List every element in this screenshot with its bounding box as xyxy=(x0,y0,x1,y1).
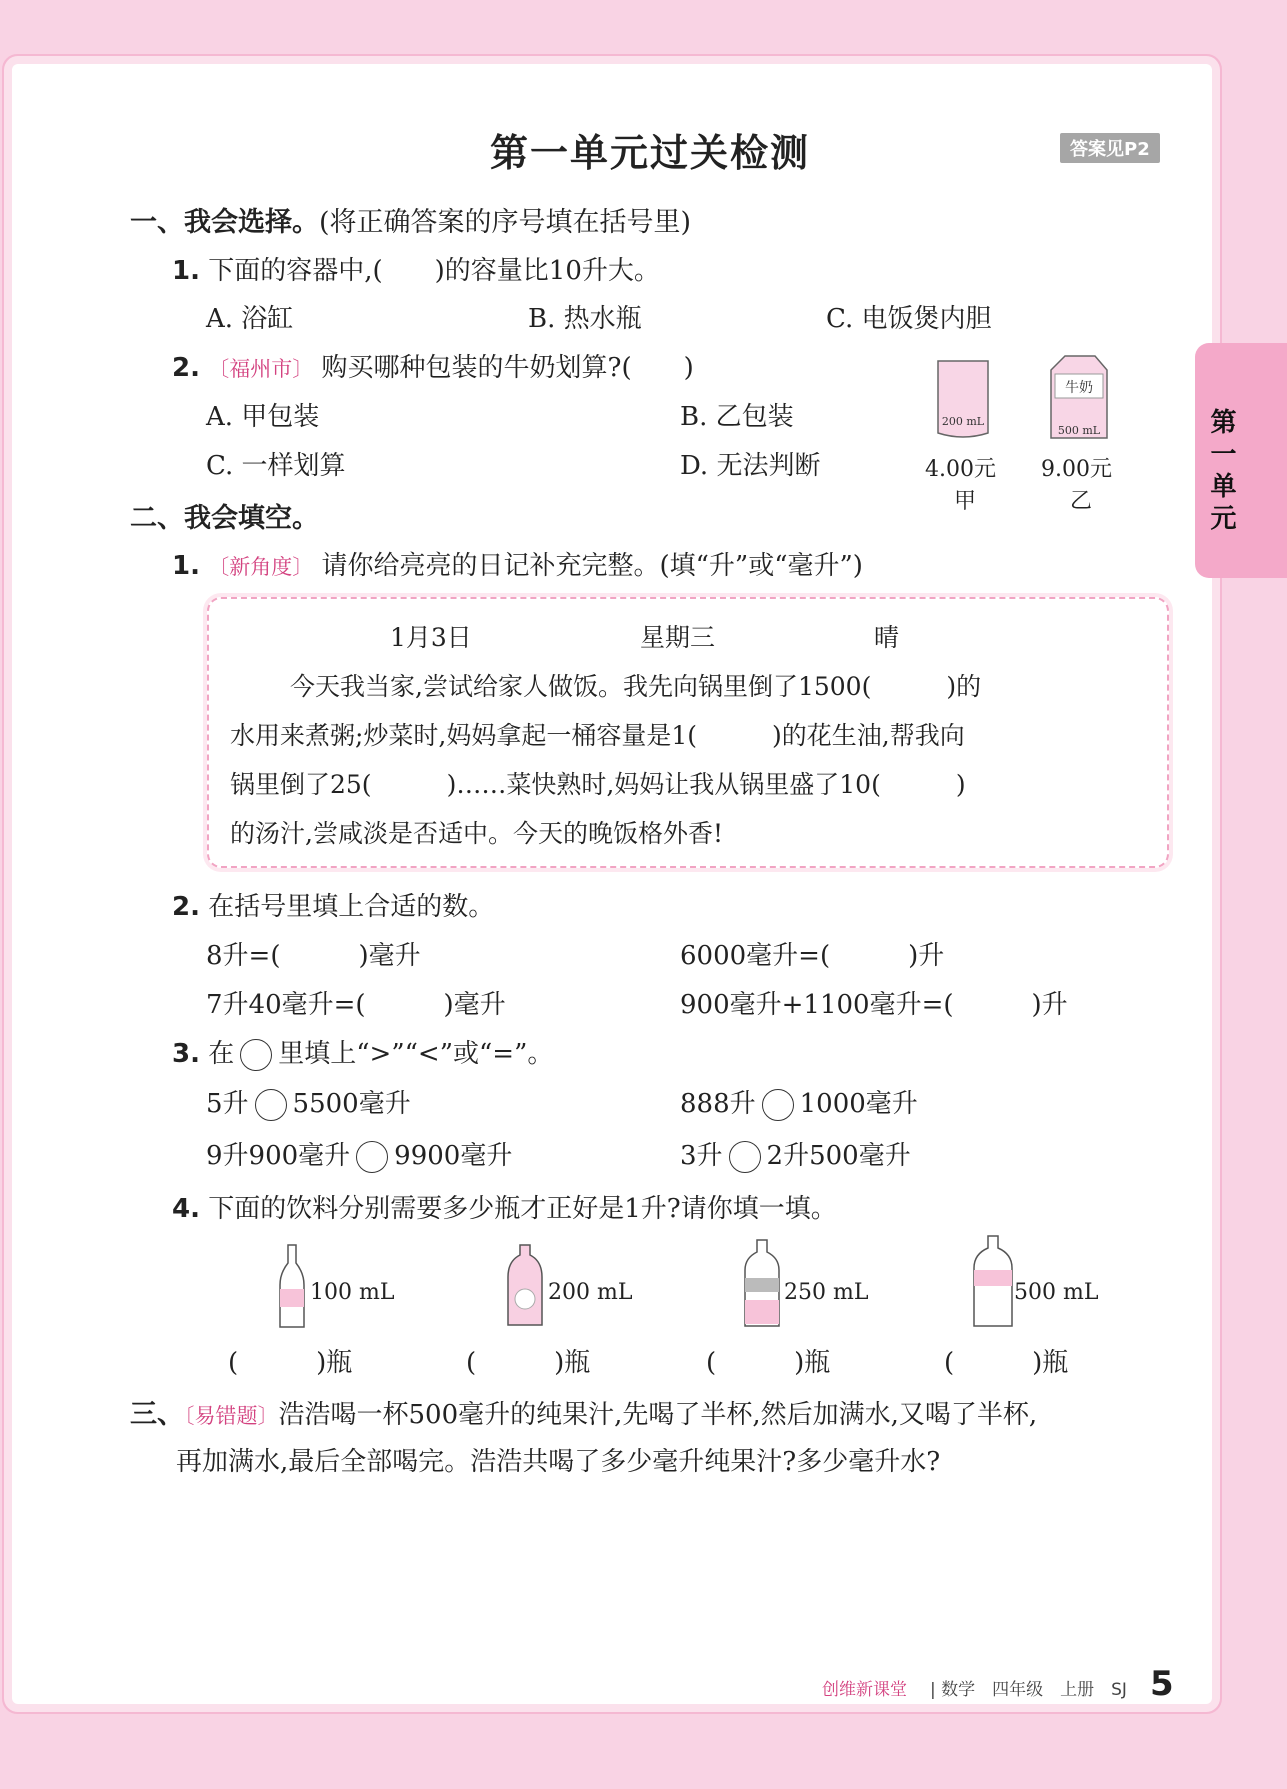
product-yi-price: 9.00元 xyxy=(1041,457,1112,482)
large-water-bottle-icon xyxy=(972,1234,1014,1330)
glass-bottle-icon xyxy=(276,1243,308,1331)
bottle-volume: 500 mL xyxy=(1014,1280,1099,1305)
question-number: 4. xyxy=(172,1194,200,1224)
section3-text: 浩浩喝一杯500毫升的纯果汁,先喝了半杯,然后加满水,又喝了半杯, xyxy=(278,1400,1038,1430)
milk-bag-jia-icon xyxy=(932,357,994,443)
section2-heading: 二、我会填空。 xyxy=(130,503,319,534)
question-number: 3. xyxy=(172,1039,200,1069)
bottle-volume: 250 mL xyxy=(784,1280,869,1305)
compare-right: 2升500毫升 xyxy=(766,1141,911,1171)
question-number: 1. xyxy=(172,256,200,286)
page-number: 5 xyxy=(1150,1664,1174,1704)
section3-line1 xyxy=(130,1392,1037,1431)
compare-left: 9升900毫升 xyxy=(206,1141,351,1171)
conversion-item: 6000毫升=( )升 xyxy=(680,941,945,971)
question-text: 在括号里填上合适的数。 xyxy=(208,892,495,922)
bottle-answer-blank[interactable]: ( )瓶 xyxy=(944,1348,1069,1378)
bottle-answer-blank[interactable]: ( )瓶 xyxy=(466,1348,591,1378)
milk-carton-yi-icon xyxy=(1043,352,1115,444)
question-number: 2. xyxy=(172,353,200,383)
question-text: 下面的饮料分别需要多少瓶才正好是1升?请你填一填。 xyxy=(208,1194,837,1224)
section1-heading-note: (将正确答案的序号填在括号里) xyxy=(319,207,692,238)
compare-right: 5500毫升 xyxy=(292,1089,411,1119)
water-bottle-icon xyxy=(742,1238,782,1330)
option-a: A. 浴缸 xyxy=(206,304,294,334)
milk-carton-label: 牛奶 xyxy=(1065,380,1093,396)
diary-line-4: 的汤汁,尝咸淡是否适中。今天的晚饭格外香! xyxy=(230,819,723,848)
conversion-item: 8升=( )毫升 xyxy=(206,941,421,971)
diary-date: 1月3日 xyxy=(390,623,472,652)
section2-q2 xyxy=(172,886,494,923)
bottle-answer-blank[interactable]: ( )瓶 xyxy=(228,1348,353,1378)
compare-item xyxy=(680,1083,918,1121)
compare-circle-icon xyxy=(240,1039,272,1071)
option-c: C. 电饭煲内胆 xyxy=(826,304,992,334)
milk-carton-volume: 500 mL xyxy=(1057,424,1101,437)
compare-circle-icon xyxy=(255,1089,287,1121)
diary-line-2: 水用来煮粥;炒菜时,妈妈拿起一桶容量是1( )的花生油,帮我向 xyxy=(230,721,965,750)
section1-heading-text: 一、我会选择。 xyxy=(130,207,319,238)
section2-q3 xyxy=(172,1033,553,1071)
section1-q1 xyxy=(172,250,660,287)
product-jia-name: 甲 xyxy=(954,489,977,514)
question-number: 2. xyxy=(172,892,200,922)
option-d: D. 无法判断 xyxy=(680,451,821,481)
diary-line-3: 锅里倒了25( )……菜快熟时,妈妈让我从锅里盛了10( ) xyxy=(230,770,966,799)
question-tag: 〔新角度〕 xyxy=(208,555,314,579)
section2-q1 xyxy=(172,545,863,582)
compare-left: 888升 xyxy=(680,1089,756,1119)
compare-item xyxy=(206,1135,512,1173)
question-tag: 〔福州市〕 xyxy=(208,357,314,381)
conversion-item: 900毫升+1100毫升=( )升 xyxy=(680,990,1068,1020)
conversion-item: 7升40毫升=( )毫升 xyxy=(206,990,506,1020)
compare-right: 1000毫升 xyxy=(799,1089,918,1119)
section3-line2: 再加满水,最后全部喝完。浩浩共喝了多少毫升纯果汁?多少毫升水? xyxy=(176,1447,941,1477)
pink-bottle-icon xyxy=(504,1243,546,1331)
diary-weekday: 星期三 xyxy=(640,623,716,652)
compare-circle-icon xyxy=(729,1141,761,1173)
diary-line-1: 今天我当家,尝试给家人做饭。我先向锅里倒了1500( )的 xyxy=(290,672,982,701)
compare-right: 9900毫升 xyxy=(394,1141,513,1171)
bottle-volume: 200 mL xyxy=(548,1280,633,1305)
compare-item xyxy=(206,1083,411,1121)
option-c: C. 一样划算 xyxy=(206,451,346,481)
bottle-answer-blank[interactable]: ( )瓶 xyxy=(706,1348,831,1378)
compare-item xyxy=(680,1135,911,1173)
product-yi-name: 乙 xyxy=(1070,489,1093,514)
option-a: A. 甲包装 xyxy=(206,402,320,432)
question-text: 购买哪种包装的牛奶划算?( ) xyxy=(321,353,694,383)
product-jia-price: 4.00元 xyxy=(925,457,996,482)
footer-brand: 创维新课堂 xyxy=(822,1680,907,1700)
compare-left: 3升 xyxy=(680,1141,723,1171)
question-text-pre: 在 xyxy=(208,1039,235,1069)
compare-circle-icon xyxy=(762,1089,794,1121)
section1-q2 xyxy=(172,347,694,384)
unit-side-tab-label: 第一单元 xyxy=(1206,408,1236,536)
compare-circle-icon xyxy=(356,1141,388,1173)
section2-q4 xyxy=(172,1188,837,1225)
milk-bag-volume: 200 mL xyxy=(941,415,985,428)
option-b: B. 热水瓶 xyxy=(528,304,642,334)
bottle-volume: 100 mL xyxy=(310,1280,395,1305)
section1-heading xyxy=(130,200,691,239)
page-title: 第一单元过关检测 xyxy=(490,131,811,175)
question-number: 1. xyxy=(172,551,200,581)
option-b: B. 乙包装 xyxy=(680,402,794,432)
compare-left: 5升 xyxy=(206,1089,249,1119)
answer-reference-badge: 答案见P2 xyxy=(1060,133,1160,163)
section3-heading: 三、 xyxy=(130,1399,184,1430)
footer-book-info: | 数学 四年级 上册 SJ xyxy=(930,1680,1127,1700)
question-text: 下面的容器中,( )的容量比10升大。 xyxy=(208,256,660,286)
question-text: 请你给亮亮的日记补充完整。(填“升”或“毫升”) xyxy=(321,551,863,581)
diary-weather: 晴 xyxy=(874,623,900,652)
question-text-post: 里填上“>”“<”或“=”。 xyxy=(278,1039,554,1069)
question-tag: 〔易错题〕 xyxy=(184,1404,279,1428)
